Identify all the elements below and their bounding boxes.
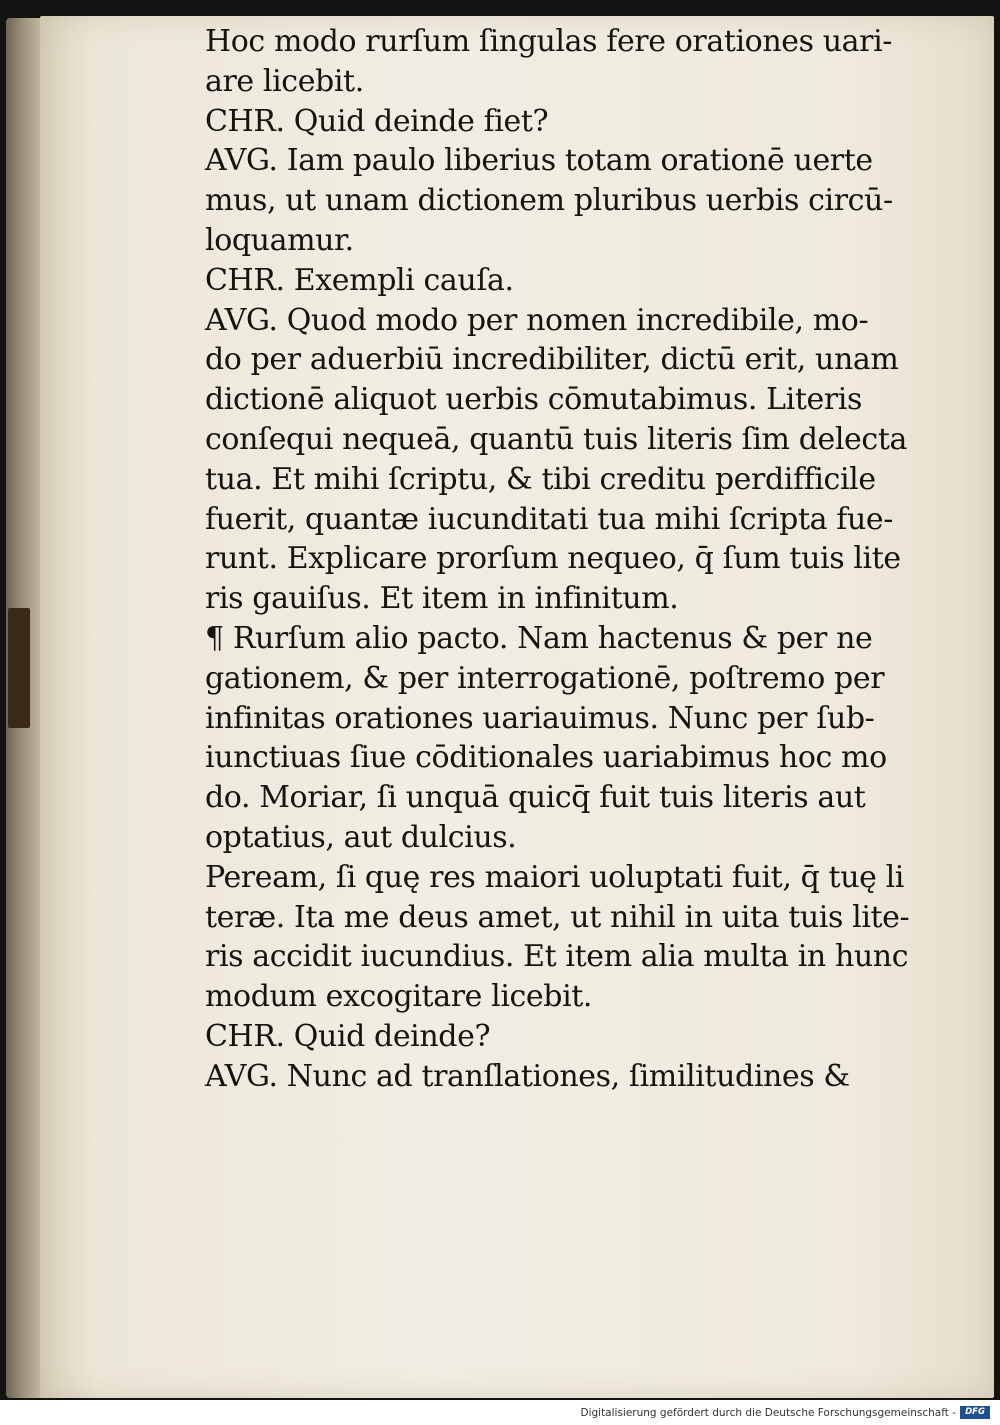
text-line: CHR. Exempli cauſa. bbox=[205, 262, 514, 298]
dfg-logo-icon: DFG bbox=[960, 1406, 990, 1419]
text-line: infinitas orationes uariauimus. Nunc per ſub- bbox=[205, 700, 875, 736]
text-line: ris gauiſus. Et item in infinitum. bbox=[205, 581, 679, 617]
text-line: runt. Explicare prorſum nequeo, q̄ ſum tuis lite bbox=[205, 541, 901, 577]
funding-credit: Digitalisierung gefördert durch die Deutsche Forschungsgemeinschaft - bbox=[580, 1407, 956, 1419]
text-line: do. Moriar, ſi unquā quicq̄ fuit tuis literis aut bbox=[205, 780, 866, 816]
text-line: fuerit, quantæ iucunditati tua mihi ſcripta fue- bbox=[205, 501, 893, 537]
text-line: teræ. Ita me deus amet, ut nihil in uita tuis lite- bbox=[205, 899, 910, 935]
text-line: modum excogitare licebit. bbox=[205, 979, 593, 1015]
text-line: CHR. Quid deinde? bbox=[205, 1018, 491, 1054]
text-line: CHR. Quid deinde fiet? bbox=[205, 103, 549, 139]
text-line: AVG. Nunc ad tranſlationes, ſimilitudines & bbox=[205, 1058, 850, 1094]
text-line: are licebit. bbox=[205, 63, 364, 99]
text-line: AVG. Iam paulo liberius totam orationē uerte bbox=[205, 143, 873, 179]
page-edge-mark bbox=[8, 608, 30, 728]
page-text bbox=[205, 22, 950, 1097]
text-line: AVG. Quod modo per nomen incredibile, mo- bbox=[205, 302, 869, 338]
text-line: conſequi nequeā, quantū tuis literis ſim delecta bbox=[205, 421, 907, 457]
text-line: iunctiuas ſiue cōditionales uariabimus hoc mo bbox=[205, 740, 887, 776]
text-line: mus, ut unam dictionem pluribus uerbis circū- bbox=[205, 183, 893, 219]
text-line: gationem, & per interrogationē, poſtremo per bbox=[205, 660, 885, 696]
text-line: Hoc modo rurſum ſingulas fere orationes uari- bbox=[205, 24, 893, 59]
text-line: ¶ Rurſum alio pacto. Nam hactenus & per ne bbox=[205, 620, 873, 656]
text-line: tua. Et mihi ſcriptu, & tibi creditu perdifficile bbox=[205, 461, 876, 497]
text-line: loquamur. bbox=[205, 222, 354, 258]
text-line: ris accidit iucundius. Et item alia multa in hunc bbox=[205, 939, 909, 975]
text-line: do per aduerbiū incredibiliter, dictū erit, unam bbox=[205, 342, 899, 378]
text-line: Peream, ſi quę res maiori uoluptati fuit, q̄ tuę li bbox=[205, 859, 905, 895]
text-line: dictionē aliquot uerbis cōmutabimus. Literis bbox=[205, 382, 862, 418]
text-line: optatius, aut dulcius. bbox=[205, 819, 517, 855]
